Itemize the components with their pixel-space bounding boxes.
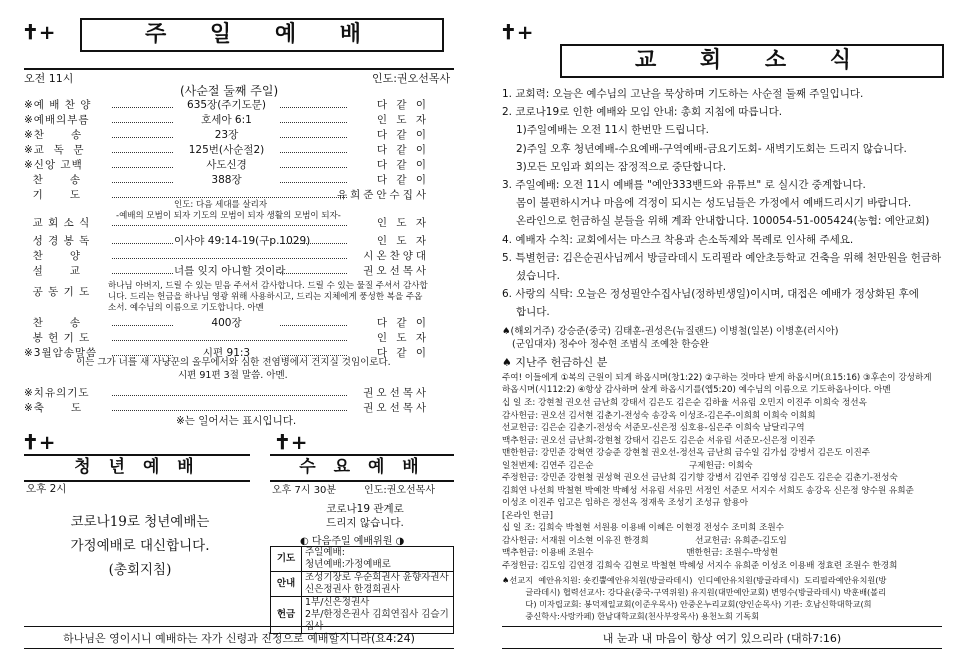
order-item-content: 호세아 6:1 [174,113,279,128]
order-item-content: 이사야 49:14-19(구p.1029) [174,235,311,247]
missionaries-line: ♠(해외거주) 강승준(중국) 김태훈-권성은(뉴질랜드) 이병철(일본) 이병훈(러시아) [502,326,839,337]
news-item: 셨습니다. [516,270,560,282]
order-item-leader: 시온찬양대 [363,250,429,262]
offering-intro: 주여! 이들에게 ①복의 근원이 되게 하옵시며(창1:22) ②구하는 것마다 받게 하옵시며(요15:16) ③후손이 강성하게 [502,373,932,383]
verse-ref: 시편 91편 3절 말씀. 아멘. [178,370,288,381]
order-item-name: 봉 헌 기 도 [24,332,91,344]
table-line: 신은정권사 한경희권사 [305,584,400,595]
order-item-content: 사도신경 [174,158,279,173]
news-title: 교 회 소 식 [560,44,944,78]
next-week-heading: ◐ 다음주일 예배위원 ◑ [300,536,405,547]
youth-time: 오후 2시 [26,483,67,495]
news-item: 1)주일예배는 오전 11시 한번만 드립니다. [516,124,709,137]
news-item: 온라인으로 헌금하실 분들을 위해 계좌 안내합니다. 100054-51-005424(농협: 예안교회) [516,215,930,228]
youth-message-line: (총회지침) [108,562,172,578]
offering-line: 이성조 이진주 임고은 임하은 정선옥 정재욱 조성기 조성규 함용아 [502,498,748,508]
order-item-leader: 인 도 자 [376,114,429,126]
order-item-content: 너를 잊지 아니할 것이라 [174,265,286,277]
news-item: 2. 코로나19로 인한 예배와 모임 안내: 총회 지침에 따릅니다. [502,106,783,119]
order-item-name: ※예 배 찬 양 [24,99,92,111]
order-row [24,264,429,279]
order-item-leader: 권오선목사 [363,387,429,399]
news-note-1: 인도: 다음 세대를 살리자 [174,200,268,210]
news-item: 4. 예배자 수칙: 교회에서는 마스크 착용과 손소독제와 목례로 인사해 주세요. [502,233,854,246]
order-item-name: ※교 독 문 [24,144,85,156]
table-line: 2부/한정은권사 김희연집사 김슬기집사 [305,609,449,632]
offering-line: [온라인 헌금] [502,510,553,521]
offering-line: 맥추헌금: 권오선 금난희-강현철 강태서 김은도 김은순 서유림 서준모-신은정 이진주 [502,435,816,446]
order-item-name: 찬 양 [24,250,81,262]
table-line: 1부/신은정권사 [305,597,370,608]
offering-line: 감사헌금: 서재원 이소현 이유진 한경희 선교헌금: 유희준-김도임 [502,535,787,546]
order-row [24,98,429,113]
order-item-name: ※예배의부름 [24,114,90,126]
cross-icon: ✝+ [500,20,534,44]
order-item-name: 성 경 봉 독 [24,235,91,247]
footer-right-verse: 내 눈과 내 마음이 항상 여기 있으리라 (대하7:16) [602,632,842,645]
news-item: 2)주일 오후 청년예배-수요예배-구역예배-금요기도회- 새벽기도회는 드리지 않습니다. [516,142,907,155]
offering-line: 십 일 조: 강현철 권오선 금난희 강태서 김은도 김은순 김하율 서유림 오민지 이진주 이희숙 정선옥 [502,398,867,408]
order-item-leader: 다 같 이 [376,347,429,359]
news-item: 5. 특별헌금: 김은순권사님께서 방글라데시 도리필라 예안초등학교 건축을 위해 천만원을 헌금하 [502,251,942,264]
wednesday-message [300,502,430,530]
cross-icon: ✝+ [22,430,56,454]
order-item-leader: 다 같 이 [376,129,429,141]
wednesday-time: 오후 7시 30분 [272,485,337,496]
leader-dots [112,197,347,198]
order-item-name: 찬 송 [24,174,81,186]
order-row [24,331,429,346]
order-row [24,128,429,143]
order-item-leader: 인 도 자 [376,217,429,229]
order-row [24,234,429,249]
wednesday-message-line: 드리지 않습니다. [326,517,404,529]
order-item-leader: 다 같 이 [376,144,429,156]
order-item-leader: 다 같 이 [376,99,429,111]
leader-dots [112,258,347,259]
table-cell [302,547,454,572]
order-item-leader: 인 도 자 [376,332,429,344]
news-note-2: -예배의 모범이 되자 기도의 모범이 되자 생활의 모범이 되자- [116,211,341,221]
offering-line: 맨한헌금: 강민준 강혁연 강승준 강현철 권오선-정선옥 금난희 금수일 김가섭 강병서 김은도 이진주 [502,448,871,458]
divider [24,454,250,456]
order-row [24,113,429,128]
divider [24,648,454,649]
divider [24,626,454,627]
news-item: 3)모든 모임과 회의는 잠정적으로 중단합니다. [516,160,727,173]
leader-dots [112,225,347,226]
offering-line: 선교헌금: 김은순 김춘기-전성숙 서준모-신은정 심호용-심은주 이희숙 남달리구역 [502,423,805,433]
cross-icon: ✝+ [22,20,56,44]
youth-title: 청 년 예 배 [24,454,250,482]
offering-line: 감사헌금: 권오선 김서현 김춘기-전성숙 송강옥 이성조-김은주-이희희 이희숙 이희희 [502,410,816,421]
order-row [24,158,429,173]
order-item-name: ※치유의기도 [24,387,90,399]
mission-line: 다) 미자립교회: 봉덕제일교회(이준우목사) 안중온누리교회(양인순목사) 기관: 호남신학대학교(희 [502,599,872,609]
youth-message-line: 가정예배로 대신합니다. [70,538,210,554]
prayer-text: 하나님 아버지, 드릴 수 있는 믿음 주셔서 감사합니다. 드릴 수 있는 물질 주셔서 감사합니다. 드리는 헌금을 하나님 영광 위해 사용하시고, 드리는 지체에게 풍성한 복을 주옵소서. 예수님의 이름으로 기도합니다. 아멘 [108,281,428,313]
news-item: 6. 사랑의 식탁: 오늘은 정성필안수집사님(정하빈생일)이시며, 대접은 예배가 정상화된 후에 [502,288,919,301]
verse-text: 이는 그가 너를 새 사냥꾼의 올무에서와 심한 전염병에서 건지실 것임이로다. [76,357,391,368]
order-item-name: ※축 도 [24,402,83,414]
order-item-leader: 다 같 이 [376,159,429,171]
missionaries-line: (군입대자) 정수아 정수현 조범식 조예찬 한승완 [512,339,709,350]
youth-message-line: 코로나19로 청년예배는 [70,514,210,530]
order-row [24,249,429,264]
offering-line: 주정헌금: 강민준 강현철 권성혁 권오선 금난희 김기향 강병서 김연주 김영성 김은도 김은순 김춘기-전성숙 [502,473,898,483]
order-item-leader: 인 도 자 [376,235,429,247]
wednesday-preacher: 인도:권오선목사 [364,485,435,496]
wednesday-title: 수 요 예 배 [270,454,454,482]
wednesday-message-line: 코로나19 관계로 [326,503,404,515]
mission-line: 글라데시) 협력선교사: 강다윤(중국-구역위원) 유지원(대만예안교회) 변영수(방글라데시) 박훈배(볼리 [502,587,887,597]
order-item-content: 125번(사순절2) [174,143,279,158]
footer-left-verse: 하나님은 영이시니 예배하는 자가 신령과 진정으로 예배할지니라(요4:24) [63,632,415,645]
order-item-content: 400장 [174,316,279,331]
order-item-leader: 권오선목사 [363,265,429,277]
divider [502,648,942,649]
order-item-leader: 유희준안수집사 [336,189,429,201]
order-item-name: ※신앙 고백 [24,159,83,171]
table-head: 기도 [271,547,302,572]
offering-line: 맥추헌금: 이용배 조원수 맨한헌금: 조원수-박성현 [502,548,778,558]
worship-preacher: 인도:권오선목사 [372,72,451,85]
leader-dots [112,395,347,396]
worship-subtitle: (사순절 둘째 주일) [180,84,279,98]
table-line: 청년예배:가정예배로 [305,559,391,570]
order-item-name: 설 교 [24,265,81,277]
offering-intro: 하옵시며(시112:2) ④항상 감사하며 살게 하옵시기를(엡5:20) 예수님의 이름으로 기도하옵나이다. 아멘 [502,385,891,395]
order-item-name: 공 동 기 도 [24,286,91,298]
worship-time: 오전 11시 [24,72,74,85]
order-item-name: 찬 송 [24,317,81,329]
offering-line: 일천번제: 김연주 김은순 구제헌금: 이희숙 [502,460,753,471]
youth-message [50,510,230,582]
table-cell [302,572,454,597]
offering-title: ♠ 지난주 헌금하신 분 [502,356,608,369]
order-row [24,386,429,401]
news-item: 3. 주일예배: 오전 11시 예배를 "예안333밴드와 유튜브" 로 실시간 중계합니다. [502,179,866,191]
order-item-name: 기 도 [24,189,81,201]
mission-line: ♠선교지 예안유치원: 숏킨뿔예안유치원(방글라데시) 인디예안유치원(방글라데시) 도리필라예안유치원(방 [502,575,887,585]
order-item-content: 23장 [174,128,279,143]
table-row [271,547,454,572]
order-item-leader: 다 같 이 [376,317,429,329]
worship-title: 주 일 예 배 [80,18,444,52]
order-item-leader: 다 같 이 [376,174,429,186]
order-item-content: 635장(주기도문) [174,98,279,113]
order-item-content: 시편 91:3 [174,346,279,361]
offering-line: 주정헌금: 김도임 김연경 김희숙 김현로 박철현 박혜성 서지수 유희준 이성조 이용배 정효련 조원수 한경희 [502,560,898,571]
table-cell [302,597,454,634]
next-week-table [270,546,454,634]
order-item-leader: 권오선목사 [363,402,429,414]
table-head: 헌금 [271,597,302,634]
table-line: 조성기장로 우순희권사 윤향자권사 [305,572,449,583]
order-row [24,316,429,331]
order-row [24,143,429,158]
mission-line: 중신학사:사랑카페) 한남대학교회(천사부장목사) 용천노회 기독회 [502,611,760,621]
order-item-name: 교 회 소 식 [24,217,91,229]
table-head: 안내 [271,572,302,597]
leader-dots [112,410,347,411]
offering-line: 김희연 나선희 박쳘현 박예찬 박혜성 서유림 서유민 서정인 서준모 서지수 서희도 송강옥 신은정 양수원 유희준 [502,485,914,496]
table-line: 주일예배: [305,547,345,558]
leader-dots [112,340,347,341]
news-item: 합니다. [516,306,550,319]
news-item: 1. 교회력: 오늘은 예수님의 고난을 묵상하며 기도하는 사순절 둘째 주일입니다. [502,88,864,100]
divider [502,626,942,627]
order-row [24,173,429,188]
cross-icon: ✝+ [274,430,308,454]
order-item-name: ※3월암송말씀 [24,347,98,359]
divider [270,454,454,456]
table-row [271,597,454,634]
order-item-content: 388장 [174,173,279,188]
order-item-name: ※찬 송 [24,129,83,141]
stand-note: ※는 일어서는 표시입니다. [176,415,297,427]
table-row [271,572,454,597]
news-item: 몸이 불편하시거나 마음에 걱정이 되시는 성도님들은 가정에서 예배드리시기 바랍니다. [516,197,912,210]
offering-line: 십 일 조: 김희숙 박철현 서원용 이용배 이혜은 이현경 전성수 조미희 조원수 [502,523,784,533]
